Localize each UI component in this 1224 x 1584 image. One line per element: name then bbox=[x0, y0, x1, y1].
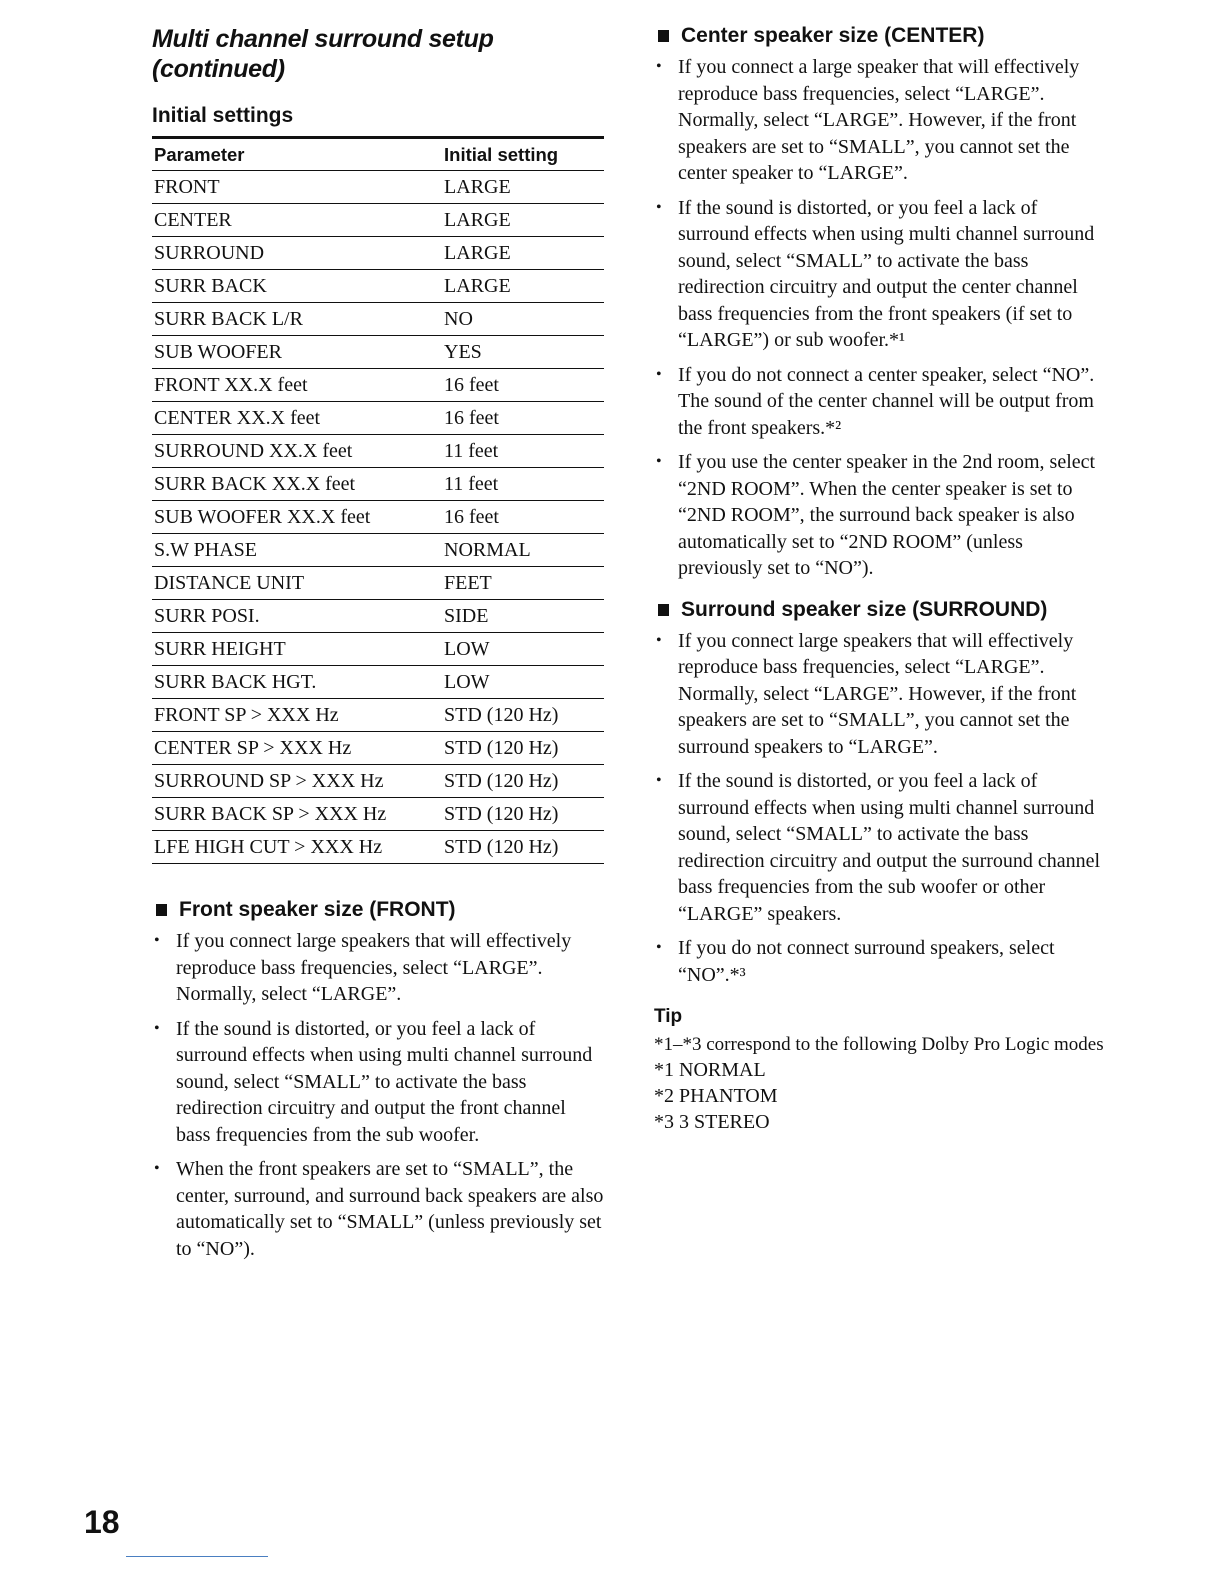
list-item: • If the sound is distorted, or you feel a lack of surround effects when using multi channel surround sound, select “SMALL” to activate the bass redirection circuitry and output the surround channel bass frequencies from the sub woofer or other “LARGE” speakers. bbox=[654, 768, 1110, 927]
initial-setting-cell: 16 feet bbox=[442, 369, 604, 402]
footer-rule bbox=[126, 1556, 268, 1557]
initial-setting-cell: LARGE bbox=[442, 270, 604, 303]
parameter-cell: SURROUND bbox=[152, 237, 442, 270]
parameter-cell: SUB WOOFER bbox=[152, 336, 442, 369]
initial-setting-cell: LOW bbox=[442, 633, 604, 666]
column-header-parameter: Parameter bbox=[152, 138, 442, 171]
parameter-cell: SURR POSI. bbox=[152, 600, 442, 633]
front-speaker-heading bbox=[152, 898, 604, 922]
parameter-cell: DISTANCE UNIT bbox=[152, 567, 442, 600]
table-row bbox=[152, 435, 604, 468]
table-body bbox=[152, 171, 604, 864]
tip-mode-2: *2 PHANTOM bbox=[654, 1085, 778, 1107]
square-bullet-icon bbox=[658, 30, 669, 42]
initial-setting-cell: SIDE bbox=[442, 600, 604, 633]
table-row bbox=[152, 501, 604, 534]
list-item: • If you use the center speaker in the 2nd room, select “2ND ROOM”. When the center speaker is set to “2ND ROOM”, the surround back speaker is also automatically set to “2ND ROOM” (unless previously set to “NO”). bbox=[654, 449, 1110, 582]
parameter-cell: SUB WOOFER XX.X feet bbox=[152, 501, 442, 534]
table-row bbox=[152, 567, 604, 600]
page-number: 18 bbox=[84, 1504, 120, 1540]
initial-setting-cell: STD (120 Hz) bbox=[442, 798, 604, 831]
tip-label: Tip bbox=[654, 1006, 683, 1027]
table-row bbox=[152, 171, 604, 204]
left-column bbox=[152, 24, 604, 1270]
initial-setting-cell: NORMAL bbox=[442, 534, 604, 567]
list-item: • If you connect large speakers that will effectively reproduce bass frequencies, select “LARGE”. Normally, select “LARGE”. bbox=[152, 928, 604, 1008]
front-speaker-heading-text: Front speaker size (FRONT) bbox=[179, 898, 456, 921]
parameter-cell: SURROUND XX.X feet bbox=[152, 435, 442, 468]
parameter-cell: SURR BACK SP > XXX Hz bbox=[152, 798, 442, 831]
list-item: • If the sound is distorted, or you feel a lack of surround effects when using multi channel surround sound, select “SMALL” to activate the bass redirection circuitry and output the center channel bass frequencies from the front speakers (if set to “LARGE”) or sub woofer.*¹ bbox=[654, 195, 1110, 354]
parameter-cell: SURR BACK XX.X feet bbox=[152, 468, 442, 501]
parameter-cell: SURR BACK bbox=[152, 270, 442, 303]
parameter-cell: S.W PHASE bbox=[152, 534, 442, 567]
initial-setting-cell: 16 feet bbox=[442, 402, 604, 435]
table-row bbox=[152, 402, 604, 435]
table-row bbox=[152, 600, 604, 633]
table-row bbox=[152, 765, 604, 798]
table-row bbox=[152, 534, 604, 567]
table-row bbox=[152, 204, 604, 237]
initial-setting-cell: 11 feet bbox=[442, 435, 604, 468]
square-bullet-icon bbox=[658, 604, 669, 616]
table-row bbox=[152, 732, 604, 765]
parameter-cell: SURR HEIGHT bbox=[152, 633, 442, 666]
tip-mode-1: *1 NORMAL bbox=[654, 1059, 766, 1081]
tip-mode-3: *3 3 STEREO bbox=[654, 1111, 770, 1133]
list-item: • If you connect large speakers that will effectively reproduce bass frequencies, select “LARGE”. Normally, select “LARGE”. However, if the front speakers are set to “SMALL”, you cannot set the surround speakers to “LARGE”. bbox=[654, 628, 1110, 761]
initial-setting-cell: LARGE bbox=[442, 237, 604, 270]
list-item: • If you connect a large speaker that will effectively reproduce bass frequencies, select “LARGE”. Normally, select “LARGE”. However, if the front speakers are set to “SMALL”, you cannot set the center speaker to “LARGE”. bbox=[654, 54, 1110, 187]
table-row bbox=[152, 270, 604, 303]
surround-speaker-bullets bbox=[654, 628, 1110, 989]
list-item: • If you do not connect a center speaker, select “NO”. The sound of the center channel will be output from the front speakers.*² bbox=[654, 362, 1110, 442]
table-row bbox=[152, 336, 604, 369]
table-row bbox=[152, 699, 604, 732]
parameter-cell: SURROUND SP > XXX Hz bbox=[152, 765, 442, 798]
page-title-line2: (continued) bbox=[152, 55, 285, 83]
parameter-cell: FRONT bbox=[152, 171, 442, 204]
right-column bbox=[654, 24, 1110, 1135]
list-item: • If you do not connect surround speakers, select “NO”.*³ bbox=[654, 935, 1110, 988]
list-item: • When the front speakers are set to “SMALL”, the center, surround, and surround back speakers are also automatically set to “SMALL” (unless previously set to “NO”). bbox=[152, 1156, 604, 1262]
parameter-cell: FRONT SP > XXX Hz bbox=[152, 699, 442, 732]
parameter-cell: CENTER SP > XXX Hz bbox=[152, 732, 442, 765]
initial-setting-cell: LARGE bbox=[442, 204, 604, 237]
initial-setting-cell: 11 feet bbox=[442, 468, 604, 501]
table-row bbox=[152, 798, 604, 831]
initial-setting-cell: STD (120 Hz) bbox=[442, 699, 604, 732]
initial-setting-cell: FEET bbox=[442, 567, 604, 600]
table-row bbox=[152, 633, 604, 666]
list-item: • If the sound is distorted, or you feel a lack of surround effects when using multi channel surround sound, select “SMALL” to activate the bass redirection circuitry and output the front channel bass frequencies from the sub woofer. bbox=[152, 1016, 604, 1149]
table-row bbox=[152, 468, 604, 501]
table-header-row bbox=[152, 138, 604, 171]
initial-setting-cell: YES bbox=[442, 336, 604, 369]
parameter-cell: SURR BACK L/R bbox=[152, 303, 442, 336]
parameter-cell: LFE HIGH CUT > XXX Hz bbox=[152, 831, 442, 864]
front-speaker-bullets bbox=[152, 928, 604, 1262]
table-row bbox=[152, 666, 604, 699]
surround-speaker-heading bbox=[654, 598, 1110, 622]
surround-speaker-heading-text: Surround speaker size (SURROUND) bbox=[681, 597, 1048, 621]
initial-setting-cell: STD (120 Hz) bbox=[442, 732, 604, 765]
center-speaker-heading-text: Center speaker size (CENTER) bbox=[681, 24, 985, 47]
initial-setting-cell: LARGE bbox=[442, 171, 604, 204]
table-row bbox=[152, 369, 604, 402]
table-title: Initial settings bbox=[152, 104, 294, 127]
parameter-cell: CENTER bbox=[152, 204, 442, 237]
parameter-cell: FRONT XX.X feet bbox=[152, 369, 442, 402]
parameter-cell: SURR BACK HGT. bbox=[152, 666, 442, 699]
center-speaker-bullets bbox=[654, 54, 1110, 582]
table-row bbox=[152, 303, 604, 336]
parameter-cell: CENTER XX.X feet bbox=[152, 402, 442, 435]
initial-setting-cell: 16 feet bbox=[442, 501, 604, 534]
initial-setting-cell: LOW bbox=[442, 666, 604, 699]
square-bullet-icon bbox=[156, 904, 167, 916]
initial-settings-table bbox=[152, 136, 604, 864]
initial-setting-cell: NO bbox=[442, 303, 604, 336]
column-header-initial-setting: Initial setting bbox=[442, 138, 604, 171]
center-speaker-heading bbox=[654, 24, 1110, 48]
page-title-line1: Multi channel surround setup bbox=[152, 25, 494, 53]
table-row bbox=[152, 237, 604, 270]
initial-setting-cell: STD (120 Hz) bbox=[442, 831, 604, 864]
initial-setting-cell: STD (120 Hz) bbox=[442, 765, 604, 798]
tip-text: *1–*3 correspond to the following Dolby Pro Logic modes bbox=[654, 1034, 1104, 1055]
table-row bbox=[152, 831, 604, 864]
page-title bbox=[152, 24, 604, 84]
